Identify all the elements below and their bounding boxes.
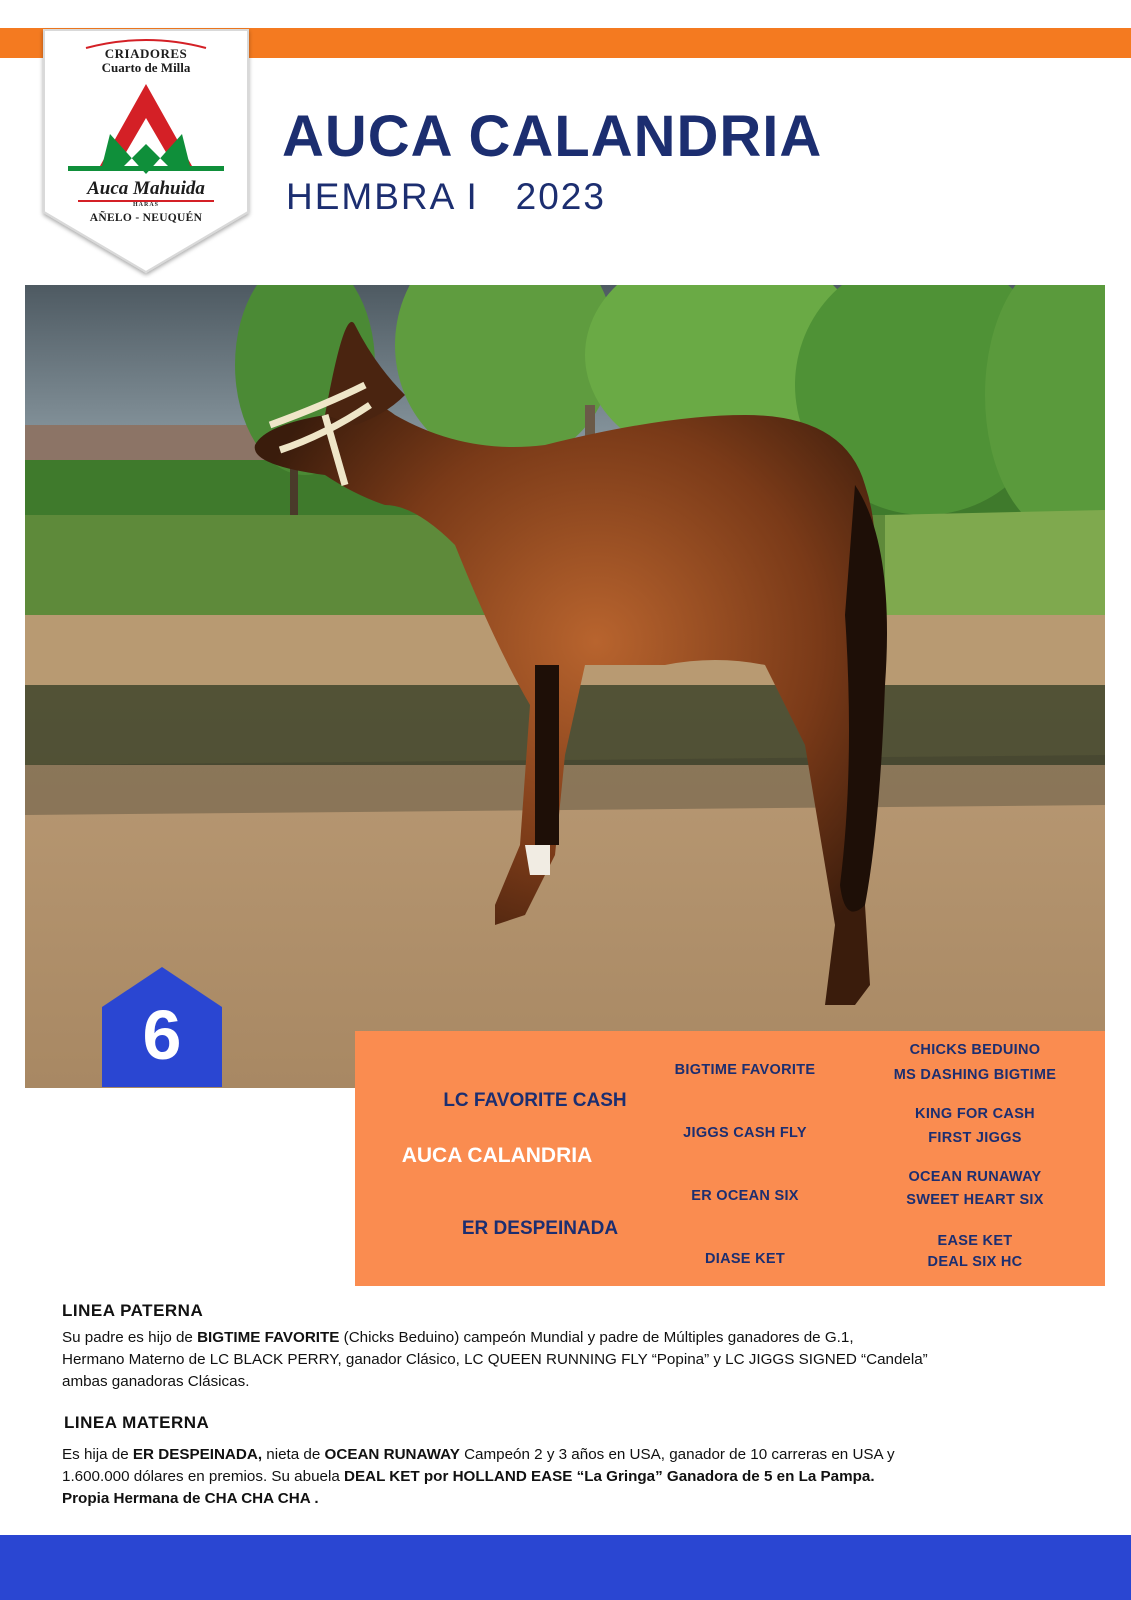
lot-number: 6 [142,996,182,1074]
maternal-text-bold: Propia Hermana de CHA CHA CHA . [62,1490,319,1507]
pedigree-dam: ER DESPEINADA [461,1218,619,1239]
pedigree-grandparent: DIASE KET [704,1251,786,1267]
maternal-text [62,1444,1102,1510]
pedigree-great-grandparent: OCEAN RUNAWAY [908,1169,1042,1185]
pedigree-great-grandparent: CHICKS BEDUINO [909,1042,1041,1058]
bottom-accent-bar [0,1535,1131,1600]
pedigree-sire: LC FAVORITE CASH [443,1090,627,1111]
page-subtitle: HEMBRA I 2023 [286,176,606,217]
paternal-heading: LINEA PATERNA [62,1301,204,1320]
paternal-text-part: Su padre es hijo de [62,1329,198,1346]
maternal-text-part: 1.600.000 dólares en premios. Su abuela [62,1468,345,1485]
pedigree-great-grandparent: SWEET HEART SIX [906,1192,1044,1208]
maternal-heading: LINEA MATERNA [64,1413,210,1432]
page-title: AUCA CALANDRIA [282,104,823,169]
paternal-text-part: Hermano Materno de LC BLACK PERRY, ganador Clásico, LC QUEEN RUNNING FLY “Popina” y LC JIGGS SIGNED “Candela” [62,1351,928,1368]
logo-haras-text: HARAS [132,202,159,208]
pedigree-horse-name: AUCA CALANDRIA [401,1144,593,1167]
pedigree-grandparent: ER OCEAN SIX [691,1188,799,1204]
paternal-text-part: ambas ganadoras Clásicas. [62,1373,250,1390]
pedigree-great-grandparent: MS DASHING BIGTIME [893,1067,1057,1083]
logo-script-text: Auca Mahuida [87,178,205,199]
maternal-text-part: Campeón 2 y 3 años en USA, ganador de 10 carreras en USA y [459,1446,895,1463]
pedigree-great-grandparent: DEAL SIX HC [927,1254,1023,1270]
pedigree-great-grandparent: KING FOR CASH [915,1106,1035,1122]
paternal-text-part: (Chicks Beduino) campeón Mundial y padre de Múltiples ganadores de G.1, [339,1329,854,1346]
breeder-logo [38,26,254,278]
paternal-text [62,1327,1102,1393]
logo-cuarto-text: Cuarto de Milla [101,60,191,75]
maternal-text-part: nieta de [262,1446,325,1463]
maternal-text-bold: ER DESPEINADA, [132,1446,263,1463]
pedigree-grandparent: BIGTIME FAVORITE [674,1062,816,1078]
maternal-text-bold: DEAL KET por HOLLAND EASE “La Gringa” Ganadora de 5 en La Pampa. [344,1468,875,1485]
maternal-text-part: Es hija de [62,1446,133,1463]
pedigree-great-grandparent: FIRST JIGGS [928,1130,1022,1146]
pedigree-box [355,1031,1105,1286]
logo-criadores-text: CRIADORES [104,46,188,61]
pedigree-grandparent: JIGGS CASH FLY [683,1125,807,1141]
logo-place-text: AÑELO - NEUQUÉN [89,212,203,224]
maternal-text-bold: OCEAN RUNAWAY [324,1446,460,1463]
paternal-text-bold: BIGTIME FAVORITE [197,1329,340,1346]
pedigree-great-grandparent: EASE KET [937,1233,1013,1249]
